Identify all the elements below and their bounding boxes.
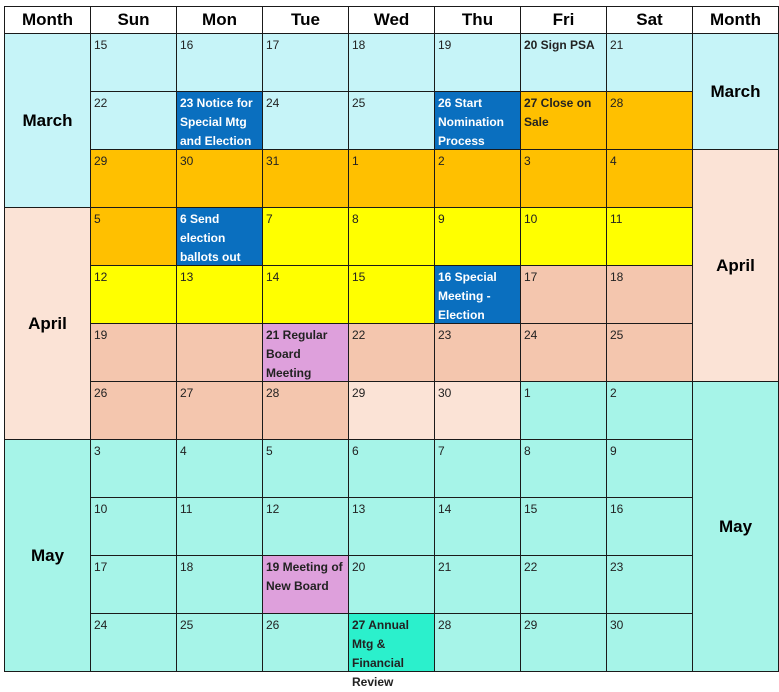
calendar-day-cell: 18 [348, 33, 435, 92]
calendar-day-cell: 9 [434, 207, 521, 266]
calendar-day-cell: 19 [90, 323, 177, 382]
calendar-day-cell: 25 [606, 323, 693, 382]
calendar-event-cell: 26 Start Nomination Process [434, 91, 521, 150]
calendar-day-cell: 2 [434, 149, 521, 208]
calendar-event-cell: 23 Notice for Special Mtg and Election [176, 91, 263, 150]
calendar-day-cell: 3 [520, 149, 607, 208]
calendar-day-cell: 4 [176, 439, 263, 498]
calendar-day-cell: 23 [434, 323, 521, 382]
calendar-day-cell: 4 [606, 149, 693, 208]
calendar-day-cell: 7 [262, 207, 349, 266]
calendar-day-cell: 16 [606, 497, 693, 556]
calendar-day-cell: 19 [434, 33, 521, 92]
calendar-day-cell: 11 [606, 207, 693, 266]
weekday-header-wed: Wed [348, 6, 435, 34]
calendar-event-cell: 16 Special Meeting - Election [434, 265, 521, 324]
calendar-day-cell: 8 [520, 439, 607, 498]
calendar-day-cell: 28 [606, 91, 693, 150]
calendar-event-cell: 21 Regular Board Meeting [262, 323, 349, 382]
calendar-day-cell: 30 [434, 381, 521, 440]
calendar-day-cell: 24 [520, 323, 607, 382]
calendar-day-cell: 30 [606, 613, 693, 672]
calendar-day-cell: 28 [262, 381, 349, 440]
calendar-day-cell: 24 [90, 613, 177, 672]
calendar-day-cell: 1 [520, 381, 607, 440]
calendar-day-cell: 5 [262, 439, 349, 498]
calendar-day-cell: 22 [348, 323, 435, 382]
calendar-day-cell: 29 [520, 613, 607, 672]
header-month-left: Month [4, 6, 91, 34]
calendar-day-cell [176, 323, 263, 382]
calendar-day-cell: 31 [262, 149, 349, 208]
calendar-day-cell: 17 [262, 33, 349, 92]
calendar-day-cell: 27 [176, 381, 263, 440]
calendar-day-cell: 13 [176, 265, 263, 324]
calendar-day-cell: 8 [348, 207, 435, 266]
calendar-day-cell: 23 [606, 555, 693, 614]
calendar-day-cell: 17 [90, 555, 177, 614]
calendar-day-cell: 3 [90, 439, 177, 498]
calendar-day-cell: 18 [606, 265, 693, 324]
calendar-day-cell: 11 [176, 497, 263, 556]
weekday-header-thu: Thu [434, 6, 521, 34]
calendar-day-cell: 15 [90, 33, 177, 92]
calendar-day-cell: 10 [520, 207, 607, 266]
month-label-left-april: April [4, 207, 91, 440]
month-label-right-april: April [692, 149, 779, 382]
calendar-day-cell: 9 [606, 439, 693, 498]
calendar-day-cell: 16 [176, 33, 263, 92]
calendar-day-cell: 12 [90, 265, 177, 324]
weekday-header-fri: Fri [520, 6, 607, 34]
weekday-header-sun: Sun [90, 6, 177, 34]
calendar-day-cell: 30 [176, 149, 263, 208]
calendar-event-cell: 20 Sign PSA [520, 33, 607, 92]
calendar-day-cell: 12 [262, 497, 349, 556]
month-label-left-march: March [4, 33, 91, 208]
calendar-day-cell: 25 [176, 613, 263, 672]
calendar-day-cell: 14 [262, 265, 349, 324]
calendar-day-cell: 6 [348, 439, 435, 498]
calendar-day-cell: 28 [434, 613, 521, 672]
calendar-day-cell: 29 [348, 381, 435, 440]
calendar-day-cell: 24 [262, 91, 349, 150]
calendar-event-cell: 27 Annual Mtg & Financial Review [348, 613, 435, 672]
calendar-day-cell: 22 [520, 555, 607, 614]
weekday-header-tue: Tue [262, 6, 349, 34]
calendar-day-cell: 15 [520, 497, 607, 556]
calendar-day-cell: 21 [434, 555, 521, 614]
weekday-header-mon: Mon [176, 6, 263, 34]
calendar-event-cell: 6 Send election ballots out [176, 207, 263, 266]
calendar-event-cell: 27 Close on Sale [520, 91, 607, 150]
weekday-header-sat: Sat [606, 6, 693, 34]
calendar-day-cell: 15 [348, 265, 435, 324]
month-label-right-may: May [692, 381, 779, 672]
calendar-day-cell: 22 [90, 91, 177, 150]
calendar-day-cell: 2 [606, 381, 693, 440]
calendar-day-cell: 17 [520, 265, 607, 324]
calendar-day-cell: 26 [262, 613, 349, 672]
calendar-day-cell: 1 [348, 149, 435, 208]
calendar-day-cell: 21 [606, 33, 693, 92]
calendar-day-cell: 20 [348, 555, 435, 614]
calendar-day-cell: 13 [348, 497, 435, 556]
month-label-right-march: March [692, 33, 779, 150]
calendar-event-cell: 19 Meeting of New Board [262, 555, 349, 614]
calendar-day-cell: 18 [176, 555, 263, 614]
calendar-day-cell: 29 [90, 149, 177, 208]
calendar-day-cell: 14 [434, 497, 521, 556]
calendar-day-cell: 26 [90, 381, 177, 440]
calendar-day-cell: 10 [90, 497, 177, 556]
calendar-day-cell: 7 [434, 439, 521, 498]
month-label-left-may: May [4, 439, 91, 672]
calendar-day-cell: 25 [348, 91, 435, 150]
header-month-right: Month [692, 6, 779, 34]
calendar-day-cell: 5 [90, 207, 177, 266]
